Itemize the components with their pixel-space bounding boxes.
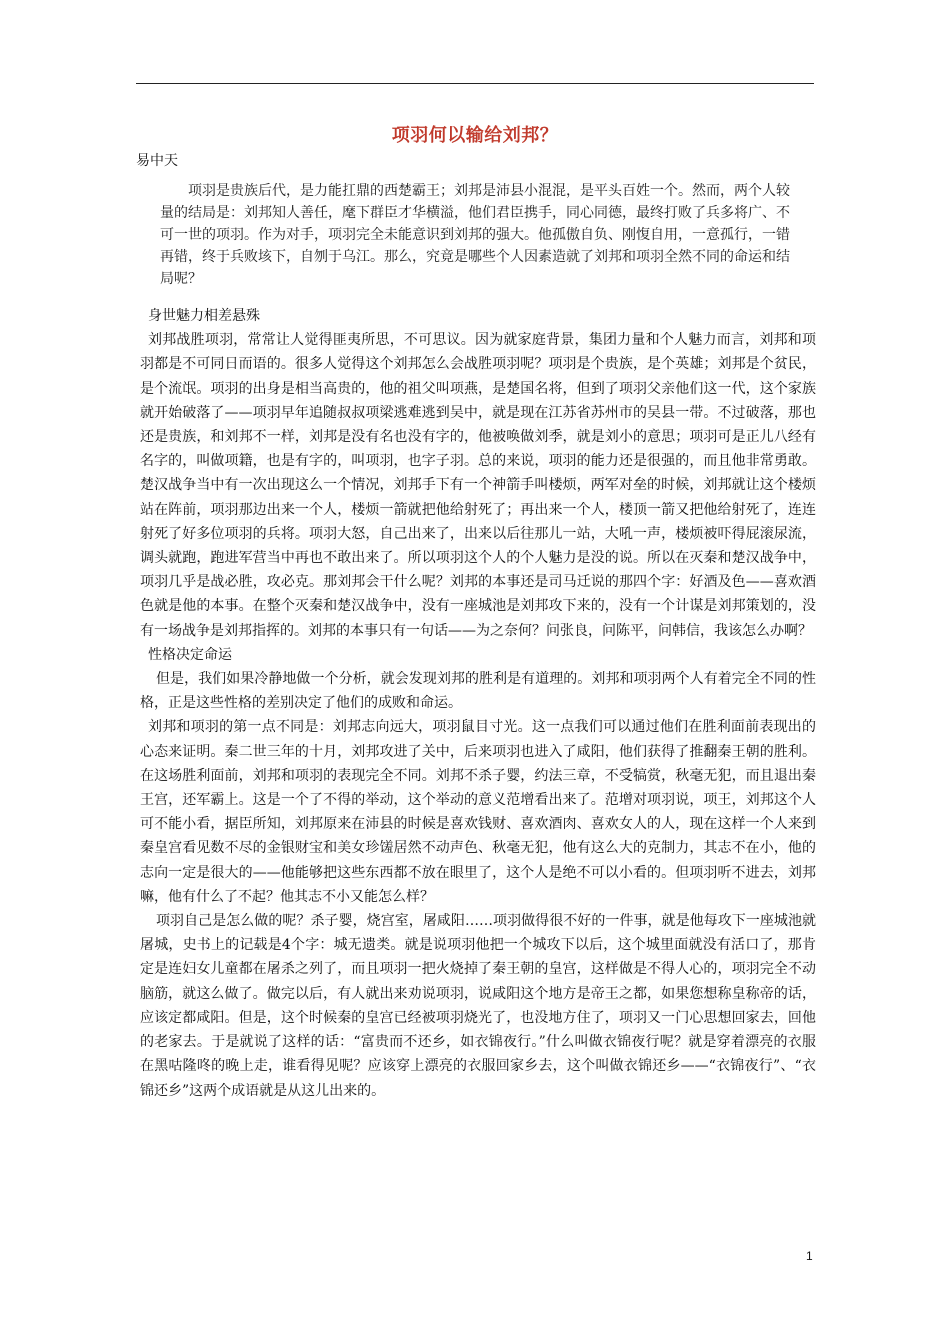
intro-paragraph: 项羽是贵族后代，是力能扛鼎的西楚霸王；刘邦是沛县小混混，是平头百姓一个。然而，两个人较量的结局是：刘邦知人善任，麾下群臣才华横溢，他们君臣携手，同心同德，最终打败了兵多将广、不可一世的项羽。作为对手，项羽完全未能意识到刘邦的强大。他孤傲自负、刚愎自用，一意孤行，一错再错，终于兵败垓下，自刎于乌江。那么，究竟是哪些个人因素造就了刘邦和项羽全然不同的命运和结局呢？ bbox=[160, 183, 790, 287]
section-1-paragraph-1: 刘邦战胜项羽，常常让人觉得匪夷所思，不可思议。因为就家庭背景，集团力量和个人魅力而言，刘邦和项羽都是不可同日而语的。很多人觉得这个刘邦怎么会战胜项羽呢？项羽是个贵族，是个英雄；刘邦是个贫民，是个流氓。项羽的出身是相当高贵的，他的祖父叫项燕，是楚国名将，但到了项羽父亲他们这一代，这个家族就开始破落了——项羽早年追随叔叔项梁逃难逃到吴中，就是现在江苏省苏州市的吴县一带。不过破落，那也还是贵族，和刘邦不一样，刘邦是没有名也没有字的，他被唤做刘季，就是刘小的意思；项羽可是正儿八经有名字的，叫做项籍，也是有字的，叫项羽，也字子羽。总的来说，项羽的能力还是很强的，而且他非常勇敢。楚汉战争当中有一次出现这么一个情况，刘邦手下有一个神箭手叫楼烦，两军对垒的时候，刘邦就让这个楼烦站在阵前，项羽那边出来一个人，楼烦一箭就把他给射死了；再出来一个人，楼顶一箭又把他给射死了，连连射死了好多位项羽的兵将。项羽大怒，自己出来了，出来以后往那儿一站，大吼一声，楼烦被吓得屁滚尿流，调头就跑，跑进军营当中再也不敢出来了。所以项羽这个人的个人魅力是没的说。所以在灭秦和楚汉战争中，项羽几乎是战必胜，攻必克。那刘邦会干什么呢？刘邦的本事还是司马迁说的那四个字：好酒及色——喜欢酒色就是他的本事。在整个灭秦和楚汉战争中，没有一座城池是刘邦攻下来的，没有一个计谋是刘邦策划的，没有一场战争是刘邦指挥的。刘邦的本事只有一句话——为之奈何？问张良，问陈平，问韩信，我该怎么办啊？ bbox=[140, 332, 816, 639]
intro-block bbox=[160, 180, 800, 290]
section-2-paragraph-3: 项羽自己是怎么做的呢？杀子婴，烧宫室，屠咸阳……项羽做得很不好的一件事，就是他每攻下一座城池就屠城，史书上的记载是4个字：城无遗类。就是说项羽他把一个城攻下以后，这个城里面就没有活口了，那肯定是连妇女儿童都在屠杀之列了，而且项羽一把火烧掉了秦王朝的皇宫，这样做是不得人心的，项羽完全不动脑筋，就这么做了。做完以后，有人就出来劝说项羽，说咸阳这个地方是帝王之都，如果您想称皇称帝的话，应该定都咸阳。但是，这个时候秦的皇宫已经被项羽烧光了，也没地方住了，项羽又一门心思想回家去，回他的老家去。于是就说了这样的话：“富贵而不还乡，如衣锦夜行。”什么叫做衣锦夜行呢？就是穿着漂亮的衣服在黑咕隆咚的晚上走，谁看得见呢？应该穿上漂亮的衣服回家乡去，这个叫做衣锦还乡——“衣锦夜行”、“衣锦还乡”这两个成语就是从这儿出来的。 bbox=[140, 913, 816, 1099]
section-2-paragraph-2: 刘邦和项羽的第一点不同是：刘邦志向远大，项羽鼠目寸光。这一点我们可以通过他们在胜利面前表现出的心态来证明。秦二世三年的十月，刘邦攻进了关中，后来项羽也进入了咸阳，他们获得了推翻秦王朝的胜利。在这场胜利面前，刘邦和项羽的表现完全不同。刘邦不杀子婴，约法三章，不受犒赏，秋毫无犯，而且退出秦王宫，还军霸上。这是一个了不得的举动，这个举动的意义范增看出来了。范增对项羽说，项王，刘邦这个人可不能小看，据臣所知，刘邦原来在沛县的时候是喜欢钱财、喜欢酒肉、喜欢女人的人，现在这样一个人来到秦皇宫看见数不尽的金银财宝和美女珍馐居然不动声色、秋毫无犯，他有这么大的克制力，其志不在小，他的志向一定是很大的——他能够把这些东西都不放在眼里了，这个人是绝不可以小看的。但项羽听不进去，刘邦嘛，他有什么了不起？他其志不小又能怎么样？ bbox=[140, 719, 816, 905]
page-number: 1 bbox=[806, 1249, 813, 1263]
article-title: 项羽何以输给刘邦？ bbox=[391, 125, 559, 146]
author-name: 易中天 bbox=[136, 153, 178, 169]
section-heading-2: 性格决定命运 bbox=[148, 646, 232, 663]
article-body bbox=[140, 304, 816, 1103]
header-rule bbox=[136, 83, 814, 84]
section-2-paragraph-1: 但是，我们如果冷静地做一个分析，就会发现刘邦的胜利是有道理的。刘邦和项羽两个人有着完全不同的性格，正是这些性格的差别决定了他们的成败和命运。 bbox=[140, 671, 816, 712]
section-heading-1: 身世魅力相差悬殊 bbox=[148, 308, 260, 324]
